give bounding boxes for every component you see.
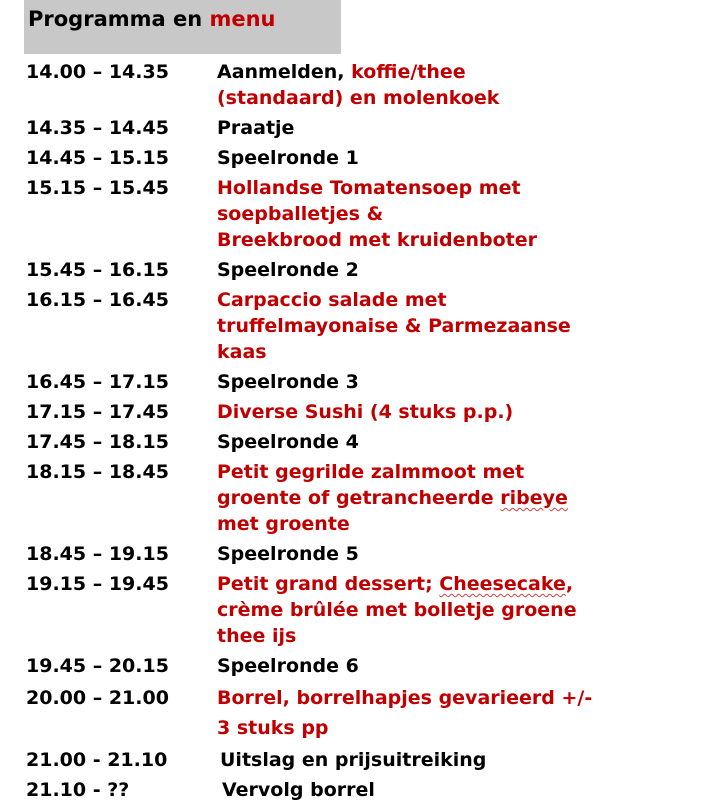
time-slot: 16.15 – 16.45: [26, 289, 169, 311]
spellcheck-word: Cheesecake: [439, 573, 566, 595]
schedule-row: [26, 429, 696, 455]
time-slot: 14.45 – 15.15: [26, 147, 169, 169]
title-text: Programma en: [28, 7, 210, 31]
time-slot: 15.45 – 16.15: [26, 259, 169, 281]
menu-item: Diverse Sushi (4 stuks p.p.): [217, 401, 514, 423]
menu-item: [217, 175, 696, 253]
menu-item: [217, 571, 696, 649]
activity: Uitslag en prijsuitreiking: [220, 749, 487, 771]
schedule-row: [26, 399, 696, 425]
schedule-table: [26, 59, 696, 807]
time-slot: 17.15 – 17.45: [26, 401, 169, 423]
time-slot: 17.45 – 18.15: [26, 431, 169, 453]
menu-text: Petit grand dessert;: [217, 573, 440, 595]
menu-text: crème brûlée met bolletje groene: [217, 599, 577, 621]
schedule-row: [26, 683, 696, 743]
menu-text: ,: [565, 573, 574, 595]
time-slot: 19.15 – 19.45: [26, 573, 169, 595]
schedule-row: [26, 115, 696, 141]
time-slot: 21.10 - ??: [26, 779, 130, 801]
schedule-row: [26, 59, 696, 111]
schedule-row: [26, 257, 696, 283]
time-slot: 16.45 – 17.15: [26, 371, 169, 393]
menu-text: (standaard) en molenkoek: [217, 87, 500, 109]
activity: [217, 59, 696, 111]
schedule-row: [26, 175, 696, 253]
time-slot: 21.00 - 21.10: [26, 749, 168, 771]
time-slot: 14.00 – 14.35: [26, 61, 169, 83]
title-highlight: menu: [209, 7, 276, 31]
menu-text: Borrel, borrelhapjes gevarieerd +/-: [217, 687, 593, 709]
schedule-row: [26, 287, 696, 365]
menu-text: truffelmayonaise & Parmezaanse: [217, 315, 571, 337]
time-slot: 18.15 – 18.45: [26, 461, 169, 483]
menu-item: [217, 459, 696, 537]
schedule-row: [26, 747, 696, 773]
menu-text: soepballetjes &: [217, 203, 384, 225]
activity: Praatje: [217, 117, 295, 139]
schedule-row: [26, 145, 696, 171]
activity: Speelronde 4: [217, 431, 359, 453]
activity: Speelronde 1: [217, 147, 359, 169]
menu-text: met groente: [217, 513, 350, 535]
menu-text: Hollandse Tomatensoep met: [217, 177, 521, 199]
schedule-row: [26, 369, 696, 395]
schedule-row: [26, 541, 696, 567]
time-slot: 14.35 – 14.45: [26, 117, 169, 139]
schedule-row: [26, 459, 696, 537]
menu-text: Carpaccio salade met: [217, 289, 447, 311]
menu-text: 3 stuks pp: [217, 717, 329, 739]
schedule-row: [26, 571, 696, 649]
menu-item: [217, 683, 696, 743]
menu-text: Petit gegrilde zalmmoot met: [217, 461, 525, 483]
activity-text: Aanmelden,: [217, 61, 352, 83]
activity: Speelronde 3: [217, 371, 359, 393]
spellcheck-word: ribeye: [500, 487, 568, 509]
menu-text: kaas: [217, 341, 267, 363]
time-slot: 20.00 – 21.00: [26, 687, 169, 709]
activity: Speelronde 2: [217, 259, 359, 281]
time-slot: 18.45 – 19.15: [26, 543, 169, 565]
menu-text: koffie/thee: [351, 61, 466, 83]
menu-item: [217, 287, 696, 365]
activity: Vervolg borrel: [222, 779, 375, 801]
time-slot: 15.15 – 15.45: [26, 177, 169, 199]
time-slot: 19.45 – 20.15: [26, 655, 169, 677]
menu-text: thee ijs: [217, 625, 297, 647]
activity: Speelronde 6: [217, 655, 359, 677]
activity: Speelronde 5: [217, 543, 359, 565]
menu-text: Breekbrood met kruidenboter: [217, 229, 537, 251]
schedule-row: [26, 777, 696, 803]
schedule-row: [26, 653, 696, 679]
page-title: [24, 0, 341, 54]
menu-text: groente of getrancheerde: [217, 487, 501, 509]
